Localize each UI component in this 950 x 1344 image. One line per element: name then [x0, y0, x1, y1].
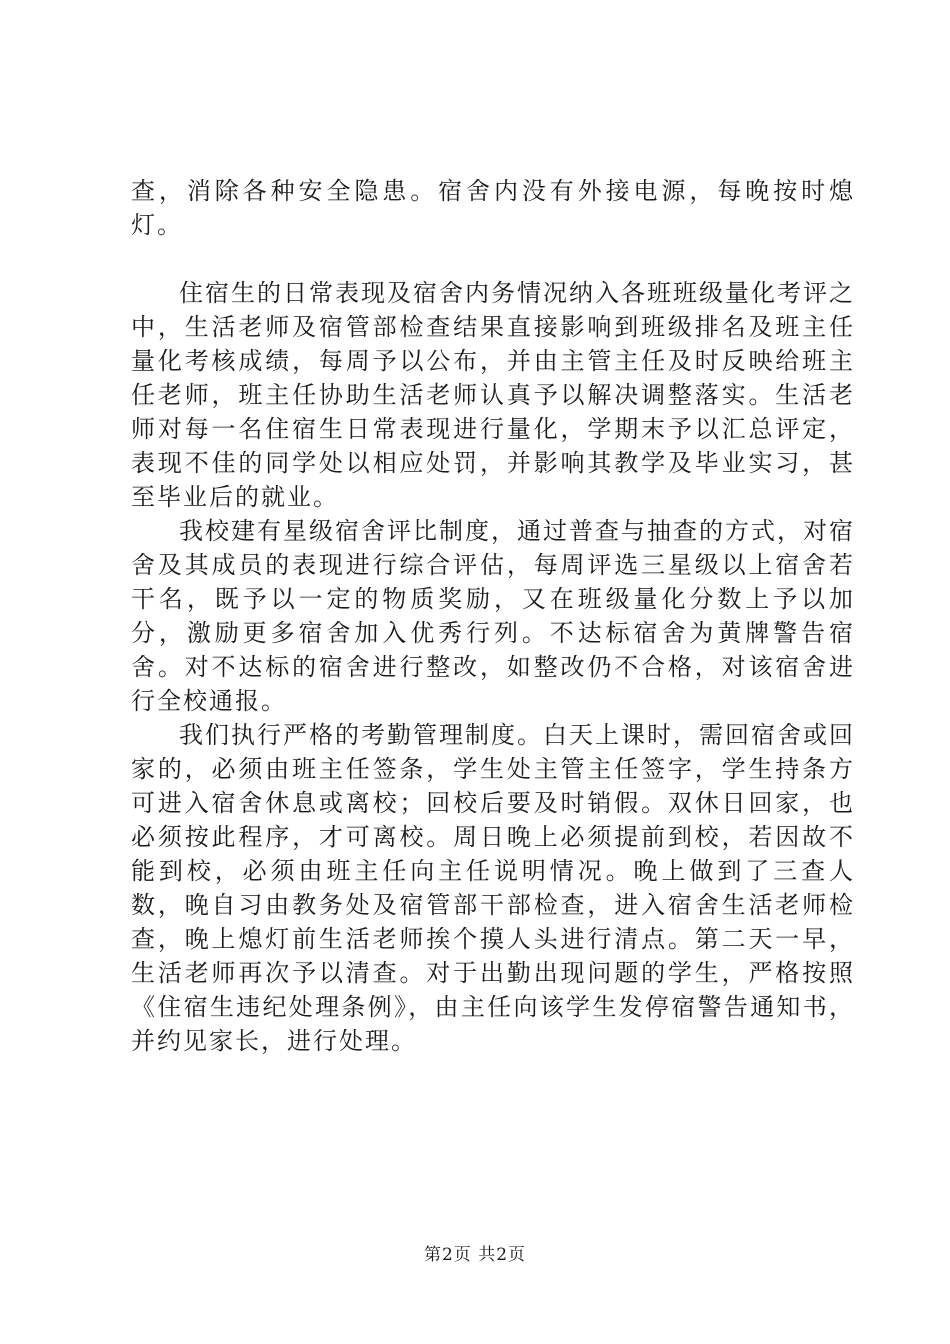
paragraph-star-rating: 我校建有星级宿舍评比制度，通过普查与抽查的方式，对宿舍及其成员的表现进行综合评估，每周评选三星级以上宿舍若干名，既予以一定的物质奖励，又在班级量化分数上予以加分，激励更多宿舍加入优秀行列。不达标宿舍为黄牌警告宿舍。对不达标的宿舍进行整改，如整改仍不合格，对该宿舍进行全校通报。: [131, 517, 855, 715]
document-body: [131, 174, 855, 1058]
paragraph-attendance: 我们执行严格的考勤管理制度。白天上课时，需回宿舍或回家的，必须由班主任签条，学生处主管主任签字，学生持条方可进入宿舍休息或离校；回校后要及时销假。双休日回家，也必须按此程序，才可离校。周日晚上必须提前到校，若因故不能到校，必须由班主任向主任说明情况。晚上做到了三查人数，晚自习由教务处及宿管部干部检查，进入宿舍生活老师检查，晚上熄灯前生活老师挨个摸人头进行清点。第二天一早，生活老师再次予以清查。对于出勤出现问题的学生，严格按照《住宿生违纪处理条例》，由主任向该学生发停宿警告通知书，并约见家长，进行处理。: [131, 721, 855, 1055]
page-footer: 第2页 共2页: [423, 1245, 527, 1265]
paragraph-daily-performance: 住宿生的日常表现及宿舍内务情况纳入各班班级量化考评之中，生活老师及宿管部检查结果直接影响到班级排名及班主任量化考核成绩，每周予以公布，并由主管主任及时反映给班主任老师，班主任协助生活老师认真予以解决调整落实。生活老师对每一名住宿生日常表现进行量化，学期末予以汇总评定，表现不佳的同学处以相应处罚，并影响其教学及毕业实习，甚至毕业后的就业。: [131, 279, 855, 511]
paragraph-continuation: 查，消除各种安全隐患。宿舍内没有外接电源，每晚按时熄灯。: [131, 177, 855, 239]
